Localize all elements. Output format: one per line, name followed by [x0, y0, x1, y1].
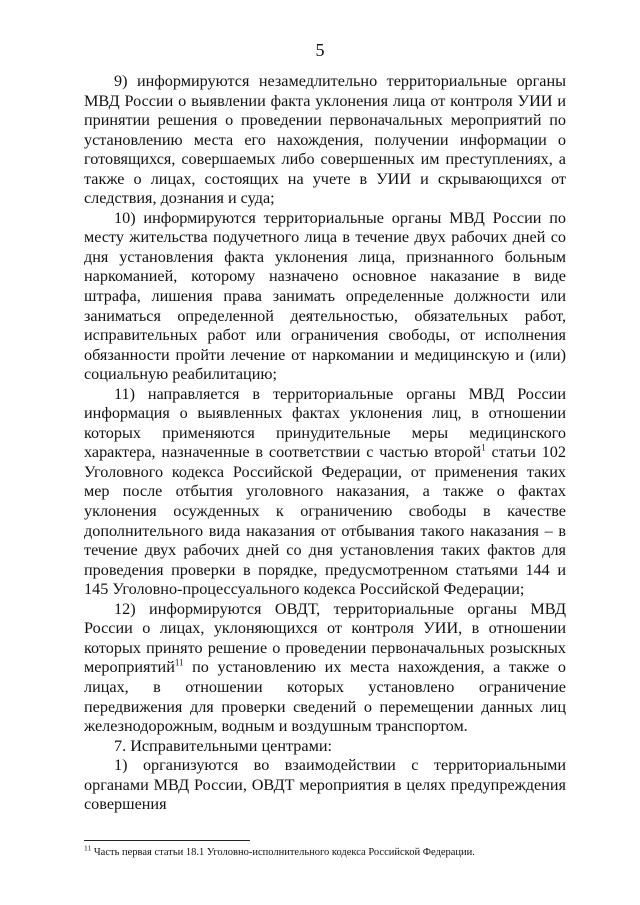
- paragraph-item-11: [84, 385, 566, 600]
- section-heading: 7. Исправительными центрами:: [114, 736, 332, 755]
- footnote-text: Часть первая статьи 18.1 Уголовно-исполнительного кодекса Российской Федерации.: [91, 847, 475, 858]
- paragraph-item-9: 9) информируются незамедлительно территориальные органы МВД России о выявлении факта уклонения лица от контроля УИИ и принятии решения о проведении первоначальных мероприятий по установлению места его нахождения, получении информации о готовящихся, совершаемых либо совершенных им преступлениях, а также о лицах, состоящих на учете в УИИ и скрывающихся от следствия, дознания и суда;: [84, 72, 566, 208]
- footnote-marker: 1: [481, 443, 486, 453]
- footnote-marker: 11: [174, 658, 184, 669]
- footnote: [84, 843, 566, 859]
- page-number: 5: [315, 40, 325, 60]
- paragraph-text-start: 11) направляется в территориальные органы МВД России информация о выявленных фактах уклонения лиц, в отношении которых применяются принудительные меры медицинского характера, назначенные в соответствии с частью второй: [84, 384, 566, 462]
- footnote-number: 11: [84, 843, 92, 853]
- paragraph-text-end: по установлению их места нахождения, а также о лицах, в отношении которых установлено ограничение передвижения для проверки сведений о перемещении данных лиц железнодорожным, водным и воздушным транспортом.: [84, 658, 566, 736]
- paragraph-item-1: 1) организуются во взаимодействии с территориальными органами МВД России, ОВДТ мероприятия в целях предупреждения совершения: [84, 756, 566, 814]
- paragraph-text-start: 12) информируются ОВДТ, территориальные органы МВД России о лицах, уклоняющихся от контроля УИИ, в отношении которых принято решение о проведении первоначальных розыскных мероприятий: [84, 599, 566, 677]
- paragraph-item-10: 10) информируются территориальные органы МВД России по месту жительства подучетного лица в течение двух рабочих дней со дня установления факта уклонения лица, признанного больным наркоманией, которому назначено основное наказание в виде штрафа, лишения права занимать определенные должности или заниматься определенной деятельностью, обязательных работ, исправительных работ или ограничения свободы, от исполнения обязанности пройти лечение от наркомании и медицинскую и (или) социальную реабилитацию;: [84, 208, 566, 384]
- body-text: [84, 72, 566, 815]
- paragraph-item-12: [84, 600, 566, 737]
- footnote-divider: [84, 840, 250, 841]
- paragraph-text-end: статьи 102 Уголовного кодекса Российской Федерации, от применения таких мер после отбытия уголовного наказания, а также о фактах уклонения осужденных к ограничению свободы в качестве дополнительного вида наказания от отбывания такого наказания – в течение двух рабочих дней со дня установления таких фактов для проведения проверки в порядке, предусмотренном статьями 144 и 145 Уголовно-процессуального кодекса Российской Федерации;: [84, 443, 566, 599]
